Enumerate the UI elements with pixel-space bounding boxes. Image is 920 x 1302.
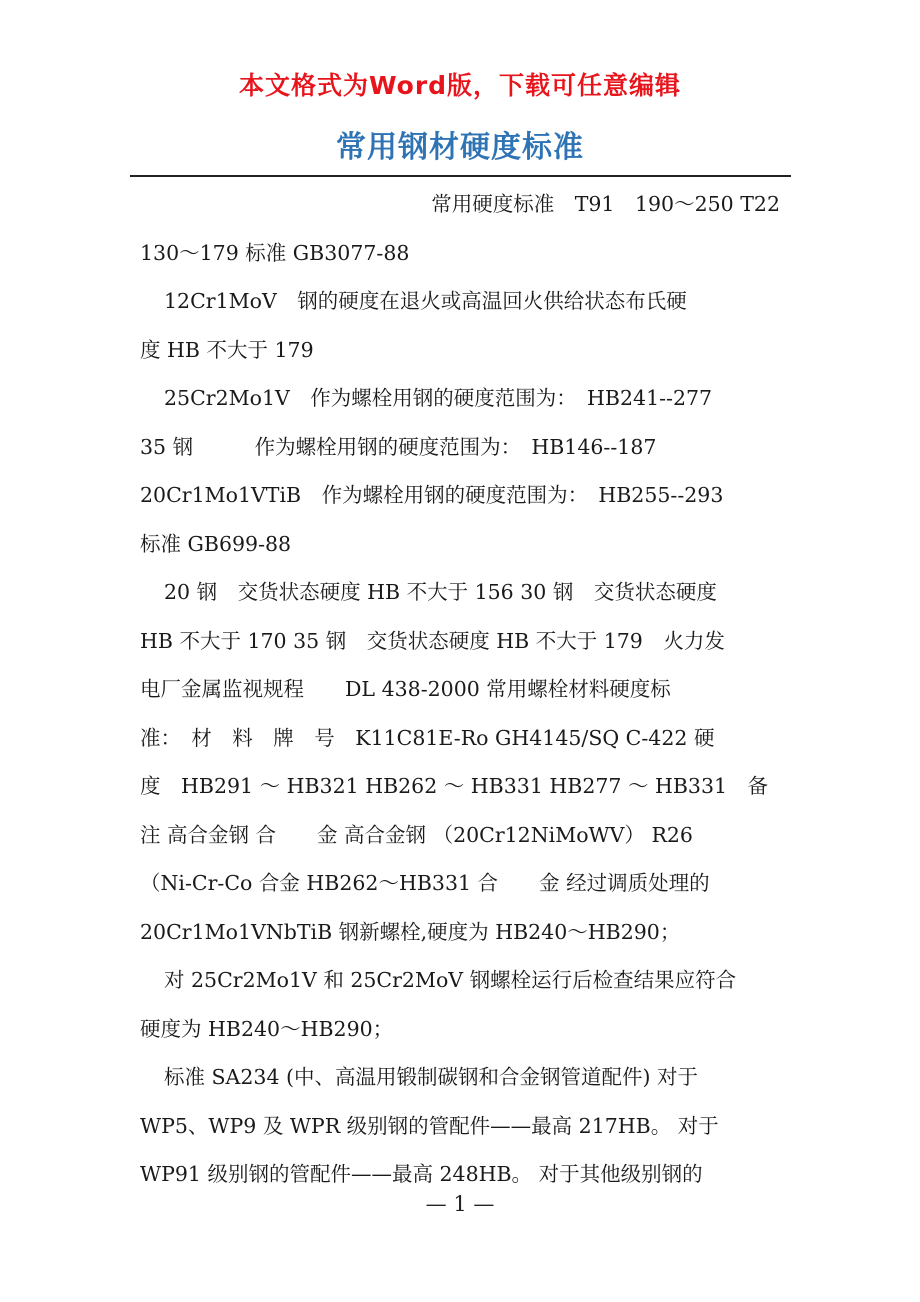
- body-text-line: 准： 材 料 牌 号 K11C81E-Ro GH4145/SQ C-422 硬: [140, 725, 715, 750]
- body-text-line: 度 HB 不大于 179: [140, 337, 314, 362]
- body-text-line: 35 钢 作为螺栓用钢的硬度范围为： HB146--187: [140, 434, 657, 459]
- body-text-line: 硬度为 HB240～HB290；: [140, 1016, 394, 1041]
- document-title: 常用钢材硬度标准: [336, 130, 584, 165]
- body-text-line: WP91 级别钢的管配件——最高 248HB。 对于其他级别钢的: [140, 1162, 703, 1186]
- body-text-line: 130～179 标准 GB3077-88: [140, 240, 410, 265]
- body-text-line: 注 高合金钢 合 金 高合金钢 （20Cr12NiMoWV） R26: [140, 822, 693, 847]
- body-text-line: 常用硬度标准 T91 190～250 T22: [431, 192, 780, 216]
- body-text-line: 25Cr2Mo1V 作为螺栓用钢的硬度范围为： HB241--277: [164, 386, 713, 410]
- body-text-line: WP5、WP9 及 WPR 级别钢的管配件——最高 217HB。 对于: [140, 1113, 719, 1138]
- title-divider: [130, 175, 791, 177]
- body-text-line: 20Cr1Mo1VNbTiB 钢新螺栓,硬度为 HB240～HB290；: [140, 919, 681, 944]
- body-text-line: 标准 SA234 (中、高温用锻制碳钢和合金钢管道配件) 对于: [164, 1065, 699, 1089]
- body-text-line: 度 HB291 ～ HB321 HB262 ～ HB331 HB277 ～ HB331 备: [140, 774, 769, 798]
- download-notice-banner: 本文格式为Word版，下载可任意编辑: [238, 71, 682, 100]
- body-text-line: 20 钢 交货状态硬度 HB 不大于 156 30 钢 交货状态硬度: [164, 580, 717, 604]
- body-text-line: （Ni-Cr-Co 合金 HB262～HB331 合 金 经过调质处理的: [140, 871, 710, 895]
- body-text-line: 对 25Cr2Mo1V 和 25Cr2MoV 钢螺栓运行后检查结果应符合: [164, 968, 737, 992]
- body-text-line: HB 不大于 170 35 钢 交货状态硬度 HB 不大于 179 火力发: [140, 628, 725, 653]
- page-number: — 1 —: [425, 1192, 495, 1216]
- body-text-line: 标准 GB699-88: [140, 531, 292, 556]
- body-text-line: 12Cr1MoV 钢的硬度在退火或高温回火供给状态布氏硬: [164, 289, 687, 313]
- body-text-line: 电厂金属监视规程 DL 438-2000 常用螺栓材料硬度标: [140, 677, 671, 701]
- body-text-line: 20Cr1Mo1VTiB 作为螺栓用钢的硬度范围为： HB255--293: [140, 483, 724, 507]
- document-body: [140, 186, 780, 1205]
